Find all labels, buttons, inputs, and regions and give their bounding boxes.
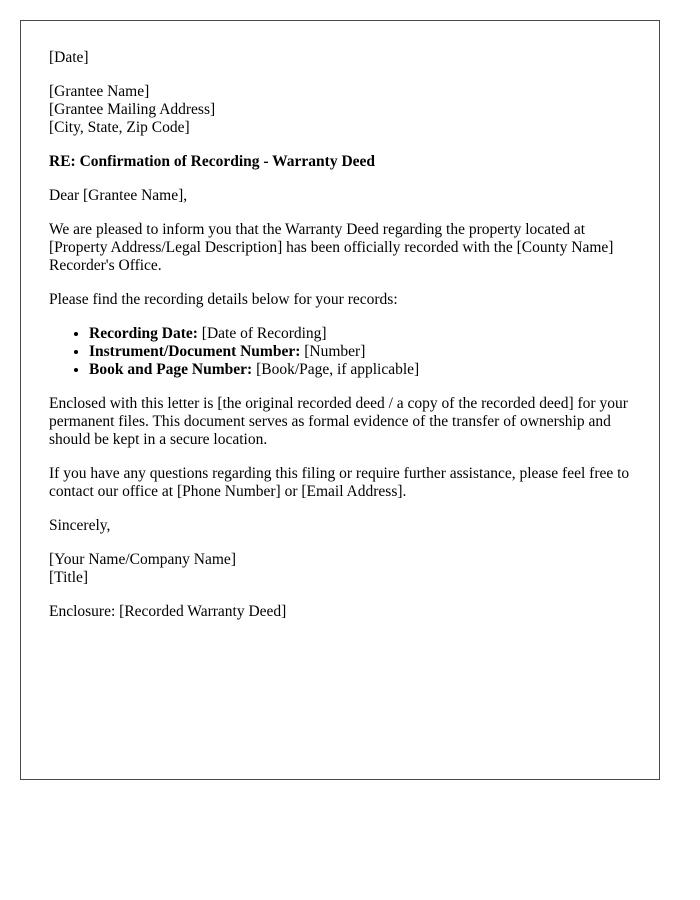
letter-closing: Sincerely, [49,517,111,534]
recording-detail-item [89,361,631,379]
grantee-city-state-zip: [City, State, Zip Code] [49,119,190,136]
grantee-address-block [49,83,631,137]
recording-detail-value: [Date of Recording] [197,325,327,342]
letter-salutation: Dear [Grantee Name], [49,187,188,204]
body-paragraph-recorded: We are pleased to inform you that the Warranty Deed regarding the property located at [Property Address/Legal Description] has been officially recorded with the [County Name] Recorder's Office. [49,221,614,274]
body-paragraph-enclosed: Enclosed with this letter is [the original recorded deed / a copy of the recorded deed] for your permanent files. This document serves as formal evidence of the transfer of ownership and should be kept in a secure location. [49,395,628,448]
letter-date: [Date] [49,49,89,66]
recording-detail-label: Book and Page Number: [89,361,253,378]
recording-detail-label: Instrument/Document Number: [89,343,301,360]
letter-document [20,20,660,780]
recording-detail-value: [Number] [300,343,366,360]
body-paragraph-details-intro: Please find the recording details below for your records: [49,291,398,308]
letter-subject: RE: Confirmation of Recording - Warranty Deed [49,153,376,170]
signature-block [49,551,631,587]
recording-detail-item [89,325,631,343]
recording-detail-value: [Book/Page, if applicable] [252,361,420,378]
enclosure-note: Enclosure: [Recorded Warranty Deed] [49,603,287,620]
recording-details-list [49,325,631,379]
grantee-mailing-address: [Grantee Mailing Address] [49,101,216,118]
signature-title: [Title] [49,569,89,586]
body-paragraph-contact: If you have any questions regarding this filing or require further assistance, please feel free to contact our office at [Phone Number] or [Email Address]. [49,465,630,500]
recording-detail-label: Recording Date: [89,325,198,342]
recording-detail-item [89,343,631,361]
signature-name: [Your Name/Company Name] [49,551,236,568]
grantee-name: [Grantee Name] [49,83,150,100]
